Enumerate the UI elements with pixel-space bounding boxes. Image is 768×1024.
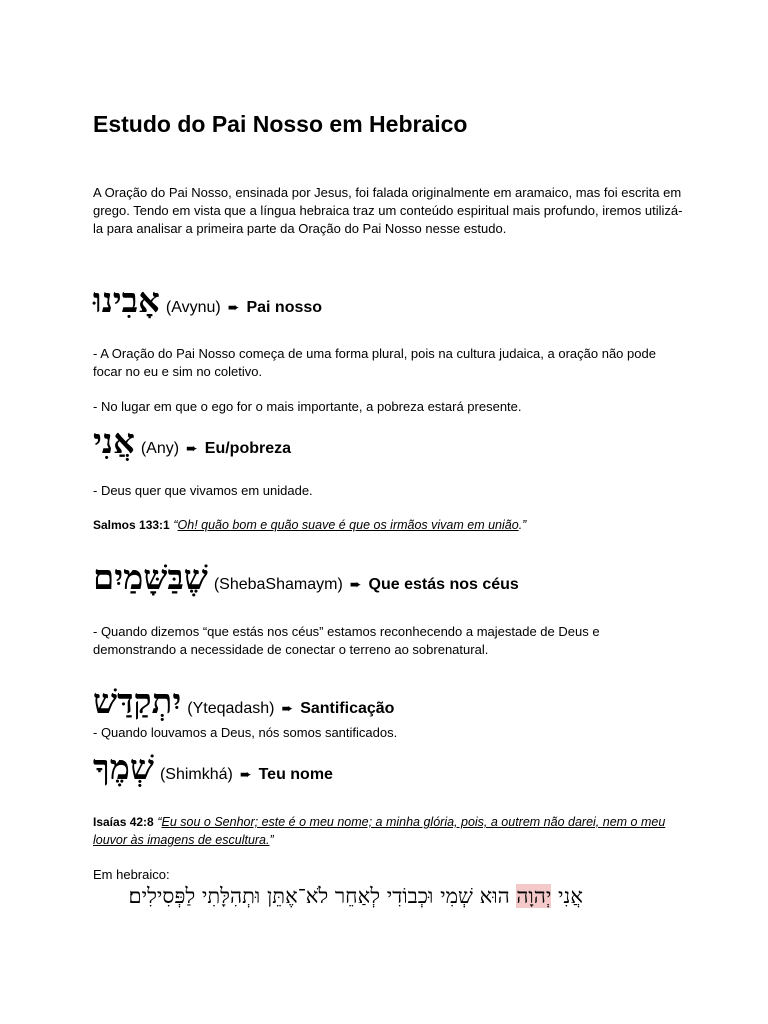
arrow-icon: ➨ bbox=[239, 766, 252, 782]
term-avynu bbox=[93, 281, 322, 321]
verse-text-end: הוּא שְׁמִי וּכְבוֹדִי לְאַחֵר לֹא־אֶתֵּן וּתְהִלָּתִי לַפְּסִילִים׃ bbox=[128, 884, 517, 908]
hebrew-word: יִתְקַדַּשׁ bbox=[93, 682, 182, 722]
reference-isaias bbox=[93, 813, 683, 849]
reference-label: Salmos 133:1 bbox=[93, 518, 170, 532]
verse-text-start: אֲנִי bbox=[551, 884, 583, 908]
transliteration: (Avynu) bbox=[165, 299, 221, 316]
transliteration: (Yteqadash) bbox=[187, 700, 275, 717]
arrow-icon: ➨ bbox=[281, 700, 294, 716]
quote-link[interactable]: Oh! quão bom e quão suave é que os irmãos vivam em união bbox=[177, 518, 519, 532]
note-paragraph: - Deus quer que vivamos em unidade. bbox=[93, 483, 313, 498]
hebrew-word: אָבִינוּ bbox=[93, 281, 160, 321]
transliteration: (Shimkhá) bbox=[159, 766, 233, 783]
hebrew-word: אֲנִי bbox=[93, 422, 135, 462]
meaning: Santificação bbox=[300, 700, 395, 717]
highlighted-divine-name: יְהוָה bbox=[516, 884, 552, 908]
meaning: Pai nosso bbox=[246, 299, 323, 316]
meaning: Que estás nos céus bbox=[368, 576, 519, 593]
term-shebashamaym bbox=[93, 558, 519, 598]
reference-salmos bbox=[93, 516, 526, 534]
note-paragraph: - No lugar em que o ego for o mais importante, a pobreza estará presente. bbox=[93, 399, 522, 414]
intro-paragraph: A Oração do Pai Nosso, ensinada por Jesus, foi falada originalmente em aramaico, mas foi escrita em grego. Tendo em vista que a língua hebraica traz um conteúdo espiritual mais profundo, iremos utilizá-la para analisar a primeira parte da Oração do Pai Nosso nesse estudo. bbox=[93, 185, 683, 236]
note-paragraph: - A Oração do Pai Nosso começa de uma forma plural, pois na cultura judaica, a oração não pode focar no eu e sim no coletivo. bbox=[93, 346, 656, 379]
page-title: Estudo do Pai Nosso em Hebraico bbox=[93, 111, 468, 137]
meaning: Eu/pobreza bbox=[204, 440, 292, 457]
quote-open: “ bbox=[173, 518, 178, 532]
reference-label: Isaías 42:8 bbox=[93, 815, 154, 829]
arrow-icon: ➨ bbox=[349, 576, 362, 592]
note-paragraph: - Quando louvamos a Deus, nós somos santificados. bbox=[93, 725, 398, 740]
quote-close: ” bbox=[269, 833, 274, 847]
term-yteqadash bbox=[93, 682, 394, 722]
hebrew-word: שְׁמֶךָ bbox=[93, 748, 154, 788]
hebrew-verse bbox=[95, 884, 583, 909]
quote-close: .” bbox=[518, 518, 527, 532]
note-paragraph: - Quando dizemos “que estás nos céus” estamos reconhecendo a majestade de Deus e demonstrando a necessidade de conectar o terreno ao sobrenatural. bbox=[93, 624, 600, 657]
arrow-icon: ➨ bbox=[227, 299, 240, 315]
term-shimkha bbox=[93, 748, 333, 788]
transliteration: (Any) bbox=[140, 440, 180, 457]
quote-open: “ bbox=[157, 815, 162, 829]
arrow-icon: ➨ bbox=[186, 440, 198, 456]
em-hebraico-label: Em hebraico: bbox=[93, 867, 170, 882]
term-any bbox=[93, 422, 291, 462]
meaning: Teu nome bbox=[258, 766, 333, 783]
transliteration: (ShebaShamaym) bbox=[213, 576, 343, 593]
quote-link[interactable]: Eu sou o Senhor; este é o meu nome; a minha glória, pois, a outrem não darei, nem o meu louvor às imagens de escultura. bbox=[93, 815, 666, 847]
hebrew-word: שֶׁבַּשָּׁמַיִם bbox=[93, 558, 208, 598]
